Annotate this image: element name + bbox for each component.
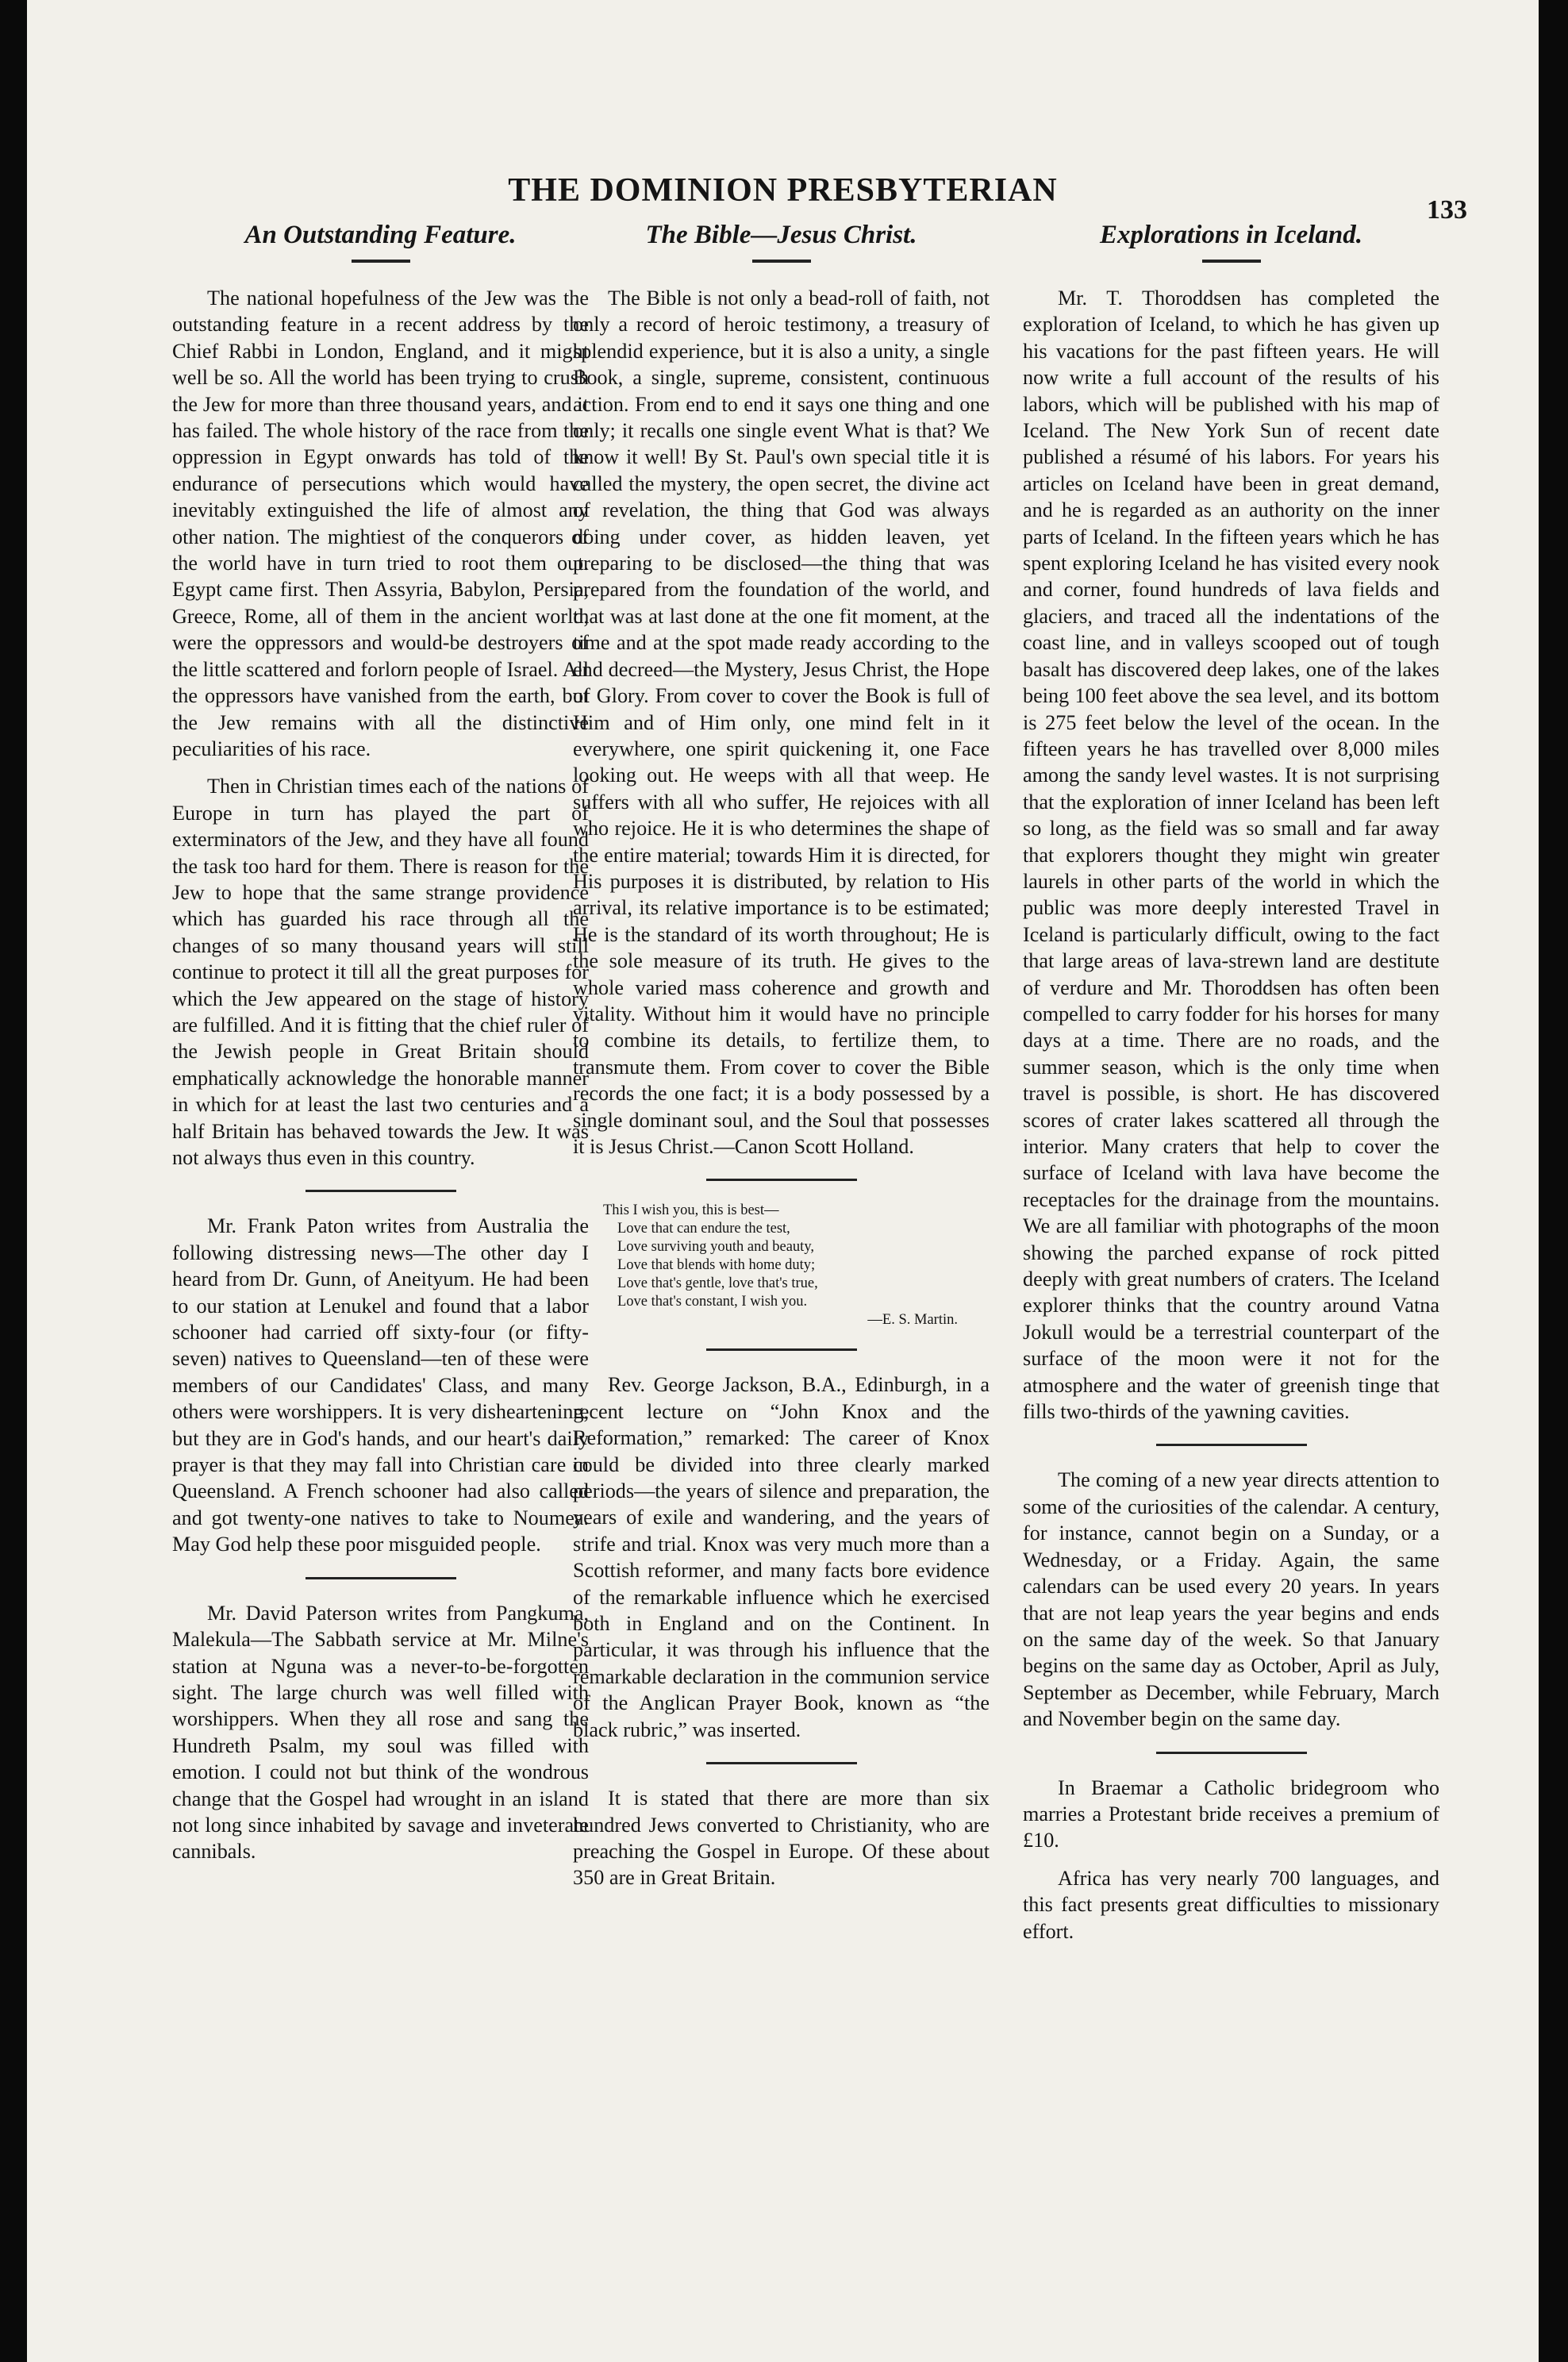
article-heading-bible-jesus-christ: The Bible—Jesus Christ. bbox=[645, 221, 917, 249]
section-divider bbox=[306, 1190, 456, 1192]
section-divider bbox=[1156, 1444, 1307, 1446]
section-divider bbox=[706, 1179, 857, 1181]
article-paragraph: Mr. Frank Paton writes from Australia the following distressing news—The other day I heard from Dr. Gunn, of Aneityum. He had been to our station at Lenukel and found that a labor schooner had carried off sixty-four (or fifty-seven) natives to Queensland—ten of these were members of our Candidates' Class, and many others were worshippers. It is very disheartening, but they are in God's hands, and our heart's daily prayer is that they may fall into Christian care in Queensland. A French schooner had also called and got twenty-one natives to take to Noumea. May God help these poor misguided people. bbox=[172, 1214, 589, 1556]
article-paragraph: Then in Christian times each of the nations of Europe in turn has played the part of exterminators of the Jew, and they have all found the task too hard for them. There is reason for the Jew to hope that the same strange providence which has guarded his race through all the changes of so many thousand years will still continue to protect it till all the great purposes for which the Jew appeared on the stage of history are fulfilled. And it is fitting that the chief ruler of the Jewish people in Great Britain should emphatically acknowledge the honorable manner in which for at least the last two centuries and a half Britain has behaved towards the Jew. It was not always thus even in this country. bbox=[172, 775, 589, 1169]
poem-line: Love that blends with home duty; bbox=[617, 1257, 816, 1274]
heading-rule bbox=[752, 260, 811, 263]
column-left bbox=[172, 221, 589, 1876]
poem-line: Love that's gentle, love that's true, bbox=[617, 1275, 818, 1292]
article-paragraph: Rev. George Jackson, B.A., Edinburgh, in a recent lecture on “John Knox and the Reformation,” remarked: The career of Knox could be divided into three clearly marked periods—the years of silence and preparation, the years of exile and wandering, and the years of strife and trial. Knox was very much more than a Scottish reformer, and many facts bore evidence of the remarkable influence which he exercised both in England and on the Continent. In particular, it was through his influence that the remarkable declaration in the communion service of the Anglican Prayer Book, known as “the black rubric,” was inserted. bbox=[573, 1373, 990, 1741]
poem-line: Love that's constant, I wish you. bbox=[617, 1294, 808, 1310]
article-paragraph: Mr. T. Thoroddsen has completed the exploration of Iceland, to which he has given up his vacations for the past fifteen years. He will now write a full account of the results of his labors, which will be published with his map of Iceland. The New York Sun of recent date published a résumé of his labors. For years his articles on Iceland have been in great demand, and he is regarded as an authority on the inner parts of Iceland. In the fifteen years which he has spent exploring Iceland he has visited every nook and corner, found hundreds of lava fields and glaciers, and traced all the indentations of the coast line, and in valleys scooped out of tough basalt has discovered deep lakes, one of the lakes being 100 feet above the sea level, and its bottom is 275 feet below the level of the ocean. In the fifteen years he has travelled over 8,000 miles among the sandy level wastes. It is not surprising that the exploration of inner Iceland has been left so long, as the field was so small and far away that explorers thought they might win greater laurels in other parts of the world in which the public was more deeply interested Travel in Iceland is particularly difficult, owing to the fact that large areas of lava-strewn land are destitute of verdure and Mr. Thoroddsen has often been compelled to carry fodder for his horses for many days at a time. There are no roads, and the summer season, which is the only time when travel is possible, is short. He has discovered scores of crater lakes scattered all through the interior. Many craters that help to cover the surface of Iceland with lava have become the receptacles for the drainage from the mountains. We are all familiar with photographs of the moon showing the parched expanse of rock pitted deeply with great numbers of craters. The Iceland explorer thinks that the country around Vatna Jokull would be a terrestrial counterpart of the surface of the moon were it not for the atmosphere and the water of greenish tinge that fills two-thirds of the yawning cavities. bbox=[1023, 287, 1439, 1424]
article-heading-explorations-iceland: Explorations in Iceland. bbox=[1100, 221, 1362, 249]
article-paragraph: The coming of a new year directs attention to some of the curiosities of the calendar. A century, for instance, cannot begin on a Sunday, or a Wednesday, or a Friday. Again, the same calendars can be used every 20 years. In years that are not leap years the year begins and ends on the same day of the week. So that January begins on the same day as October, April as July, September as December, while February, March and November begin on the same day. bbox=[1023, 1468, 1439, 1731]
article-paragraph: Africa has very nearly 700 languages, and this fact presents great difficulties to missionary effort. bbox=[1023, 1866, 1439, 1943]
heading-rule bbox=[1202, 260, 1261, 263]
masthead: THE DOMINION PRESBYTERIAN bbox=[508, 172, 1058, 209]
section-divider bbox=[306, 1577, 456, 1579]
heading-rule bbox=[352, 260, 410, 263]
column-right bbox=[1023, 221, 1439, 1956]
newspaper-page bbox=[27, 0, 1539, 2362]
poem-line: Love that can endure the test, bbox=[617, 1221, 790, 1237]
poem-author: —E. S. Martin. bbox=[867, 1312, 958, 1329]
poem-line: This I wish you, this is best— bbox=[603, 1202, 779, 1219]
article-paragraph: The national hopefulness of the Jew was the outstanding feature in a recent address by the Chief Rabbi in London, England, and it might well be so. All the world has been trying to crush the Jew for more than three thousand years, and it has failed. The whole history of the race from the oppression in Egypt onwards has told of the endurance of persecutions which would have inevitably extinguished the life of almost any other nation. The mightiest of the conquerors of the world have in turn tried to root them out. Egypt came first. Then Assyria, Babylon, Persia, Greece, Rome, all of them in the ancient world, were the oppressors and would-be destroyers of the little scattered and forlorn people of Israel. All the oppressors have vanished from the earth, but the Jew remains with all the distinctive peculiarities of his race. bbox=[172, 287, 589, 760]
article-paragraph: The Bible is not only a bead-roll of faith, not only a record of heroic testimony, a treasury of splendid experience, but it is also a unity, a single Book, a single, supreme, consistent, continuous action. From end to end it says one thing and one only; it recalls one single event What is that? We know it well! By St. Paul's own special title it is called the mystery, the open secret, the divine act of revelation, the thing that God was always doing under cover, as hidden leaven, yet preparing to be disclosed—the thing that was prepared from the foundation of the world, and that was at last done at the one fit moment, at the time and at the spot made ready according to the end decreed—the Mystery, Jesus Christ, the Hope of Glory. From cover to cover the Book is full of Him and of Him only, one mind felt in it everywhere, one spirit quickening it, one Face looking out. He weeps with all that weep. He suffers with all who suffer, He rejoices with all who rejoice. He it is who determines the shape of the entire material; towards Him it is directed, for His purposes it is distributed, by relation to His arrival, its relative importance is to be estimated; He is the standard of its worth throughout; He is the sole measure of its truth. He gives to the whole varied mass coherence and growth and vitality. Without him it would have no principle to combine its details, to fertilize them, to transmute them. From cover to cover the Bible records the one fact; it is a body possessed by a single dominant soul, and the Soul that possesses it is Jesus Christ.—Canon Scott Holland. bbox=[573, 287, 990, 1158]
section-divider bbox=[706, 1762, 857, 1764]
article-paragraph: Mr. David Paterson writes from Pangkuma, Malekula—The Sabbath service at Mr. Milne's station at Nguna was a never-to-be-forgotten sight. The large church was well filled with worshippers. When they all rose and sang the Hundreth Psalm, my soul was filled with emotion. I could not but think of the wondrous change that the Gospel had wrought in an island not long since inhabited by savage and inveterate cannibals. bbox=[172, 1601, 589, 1864]
section-divider bbox=[706, 1348, 857, 1351]
column-middle bbox=[573, 221, 990, 1902]
article-paragraph: It is stated that there are more than six hundred Jews converted to Christianity, who are preaching the Gospel in Europe. Of these about 350 are in Great Britain. bbox=[573, 1787, 990, 1890]
poem bbox=[603, 1202, 990, 1329]
article-paragraph: In Braemar a Catholic bridegroom who marries a Protestant bride receives a premium of £10. bbox=[1023, 1775, 1439, 1852]
poem-line: Love surviving youth and beauty, bbox=[617, 1239, 814, 1256]
section-divider bbox=[1156, 1752, 1307, 1754]
article-heading-outstanding-feature: An Outstanding Feature. bbox=[244, 221, 517, 249]
page-number: 133 bbox=[1427, 195, 1467, 225]
